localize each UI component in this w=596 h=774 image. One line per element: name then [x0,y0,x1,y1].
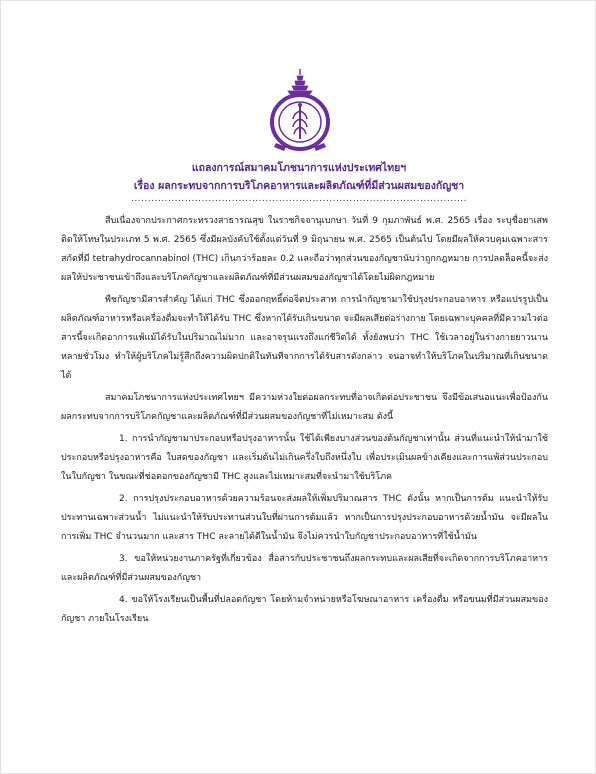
recommendation-item: 2. การปรุงประกอบอาหารด้วยความร้อนจะส่งผลให้เพิ่มปริมาณสาร THC ดังนั้น หากเป็นการต้ม แนะนำให้รับประทานเฉพาะส่วนน้ำ ไม่แนะนำให้รับประทานส่วนใบที่ผ่านการต้มแล้ว หากเป็นการปรุงประกอบอาหารด้วยน้ำมัน จะมีผลในการเพิ่ม THC จำนวนมาก และสาร THC ละลายได้ดีในน้ำมัน จึงไม่ควรนำใบกัญชาประกอบอาหารที่ใช้น้ำมัน [61,494,548,542]
recommendation-item: 1. การนำกัญชามาประกอบหรือปรุงอาหารนั้น ใช้ได้เพียงบางส่วนของต้นกัญชาเท่านั้น ส่วนที่แนะนำให้นำมาใช้ประกอบหรือปรุงอาหารคือ ใบสดของกัญชา และเริ่มต้นไม่เกินครึ่งใบถึงหนึ่งใบ เพื่อประเมินผลข้างเคียงและการแพ้ส่วนประกอบในใบกัญชา ในขณะที่ช่อดอกของกัญชามี THC สูงและไม่เหมาะสมที่จะนำมาใช้บริโภค [61,434,548,482]
separator-line: .................................................................................................... [130,194,468,204]
paragraph: สืบเนื่องจากประกาศกระทรวงสาธารณสุข ในราชกิจจานุเบกษา วันที่ 9 กุมภาพันธ์ พ.ศ. 2565 เรื่อง ระบุชื่อยาเสพติดให้โทษในประเภท 5 พ.ศ. 2565 ซึ่งมีผลบังคับใช้ตั้งแต่วันที่ 9 มิถุนายน พ.ศ. 2565 เป็นต้นไป โดยมีผลให้ควบคุมเฉพาะสารสกัดที่มี tetrahydrocannabinol (THC) เกินกว่าร้อยละ 0.2 และถือว่าทุกส่วนของกัญชานับว่าถูกกฎหมาย การปลดล็อคนี้จะส่งผลให้ประชาชนเข้าถึงและบริโภคกัญชาและผลิตภัณฑ์ที่มีส่วนผสมของกัญชาได้โดยไม่ผิดกฎหมาย [61,216,548,283]
recommendation-item: 3. ขอให้หน่วยงานภาครัฐที่เกี่ยวข้อง สื่อสารกับประชาชนถึงผลกระทบและผลเสียที่จะเกิดจากการบริโภคอาหารและผลิตภัณฑ์ที่มีส่วนผสมของกัญชา [61,554,548,583]
paragraph: พืชกัญชามีสารสำคัญ ได้แก่ THC ซึ่งออกฤทธิ์ต่อจิตประสาท การนำกัญชามาใช้ปรุงประกอบอาหาร หรือแปรรูปเป็นผลิตภัณฑ์อาหารหรือเครื่องดื่มจะทำให้ได้รับ THC ซึ่งหากได้รับเกินขนาด จะมีผลเสียต่อร่างกาย โดยเฉพาะบุคคลที่มีความไวต่อสารนี้จะเกิดอาการแพ้แม้ได้รับในปริมาณไม่มาก และอาจรุนแรงถึงแก่ชีวิตได้ ทั้งยังพบว่า THC ใช้เวลาอยู่ในร่างกายยาวนานหลายชั่วโมง ทำให้ผู้บริโภคไม่รู้สึกถึงความผิดปกติในทันทีจากการได้รับสารดังกล่าว จนอาจทำให้บริโภคในปริมาณที่เกินขนาดได้ [61,295,548,381]
paragraph: สมาคมโภชนาการแห่งประเทศไทยฯ มีความห่วงใยต่อผลกระทบที่อาจเกิดต่อประชาชน จึงมีข้อเสนอแนะเพื่อป้องกันผลกระทบจากการบริโภคกัญชาและผลิตภัณฑ์ที่มีส่วนผสมของกัญชาที่ไม่เหมาะสม ดังนี้ [61,393,548,422]
recommendation-item: 4. ขอให้โรงเรียนเป็นพื้นที่ปลอดกัญชา โดยห้ามจำหน่ายหรือโฆษณาอาหาร เครื่องดื่ม หรือขนมที่มีส่วนผสมของกัญชา ภายในโรงเรียน [61,595,548,624]
document-body [61,212,548,632]
document-title: แถลงการณ์สมาคมโภชนาการแห่งประเทศไทยฯ [191,162,407,174]
association-emblem-icon [264,67,336,153]
document-subtitle: เรื่อง ผลกระทบจากการบริโภคอาหารและผลิตภัณฑ์ที่มีส่วนผสมของกัญชา [133,180,465,192]
